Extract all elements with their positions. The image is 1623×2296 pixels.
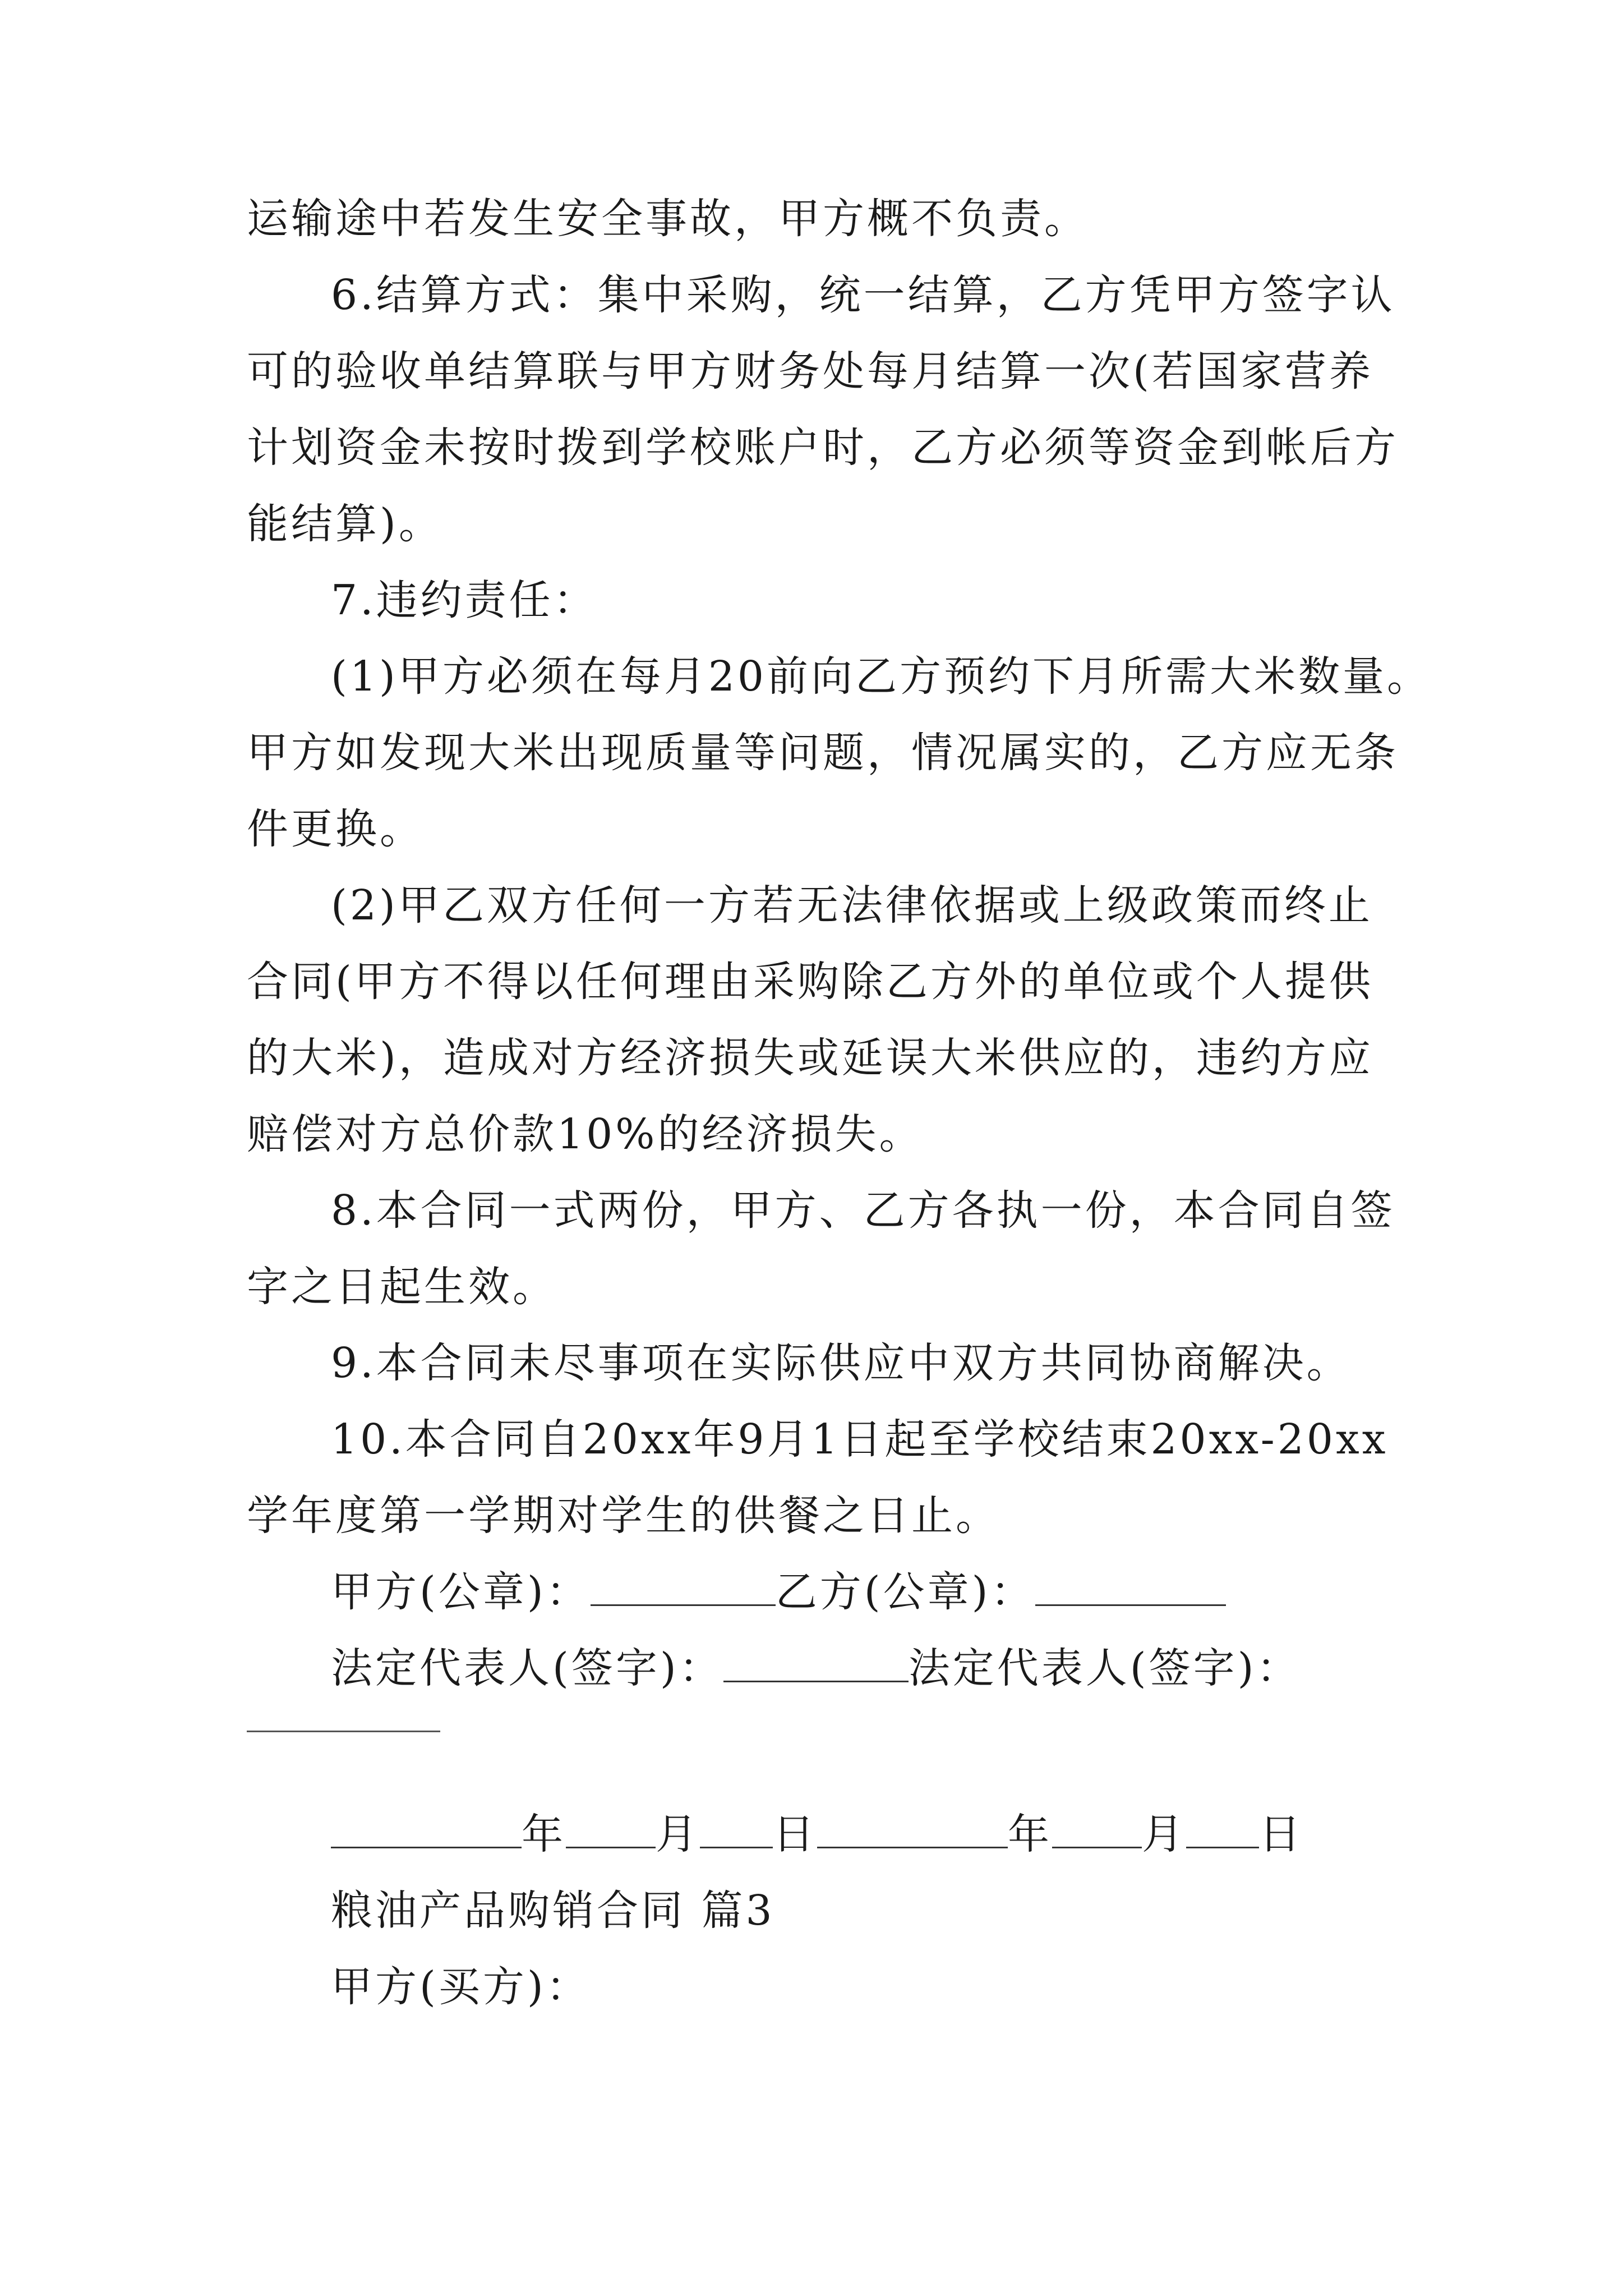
- seal-line: [331, 1564, 1469, 1620]
- text-line: 运输途中若发生安全事故，甲方概不负责。: [247, 195, 1089, 243]
- text-line: 件更换。: [247, 805, 424, 853]
- text-line: 学年度第一学期对学生的供餐之日止。: [247, 1492, 1000, 1540]
- text-line: 字之日起生效。: [247, 1263, 557, 1311]
- year-label: 年: [522, 1810, 566, 1858]
- rep-b-blank[interactable]: [247, 1731, 440, 1732]
- text-line: 能结算)。: [247, 500, 443, 548]
- clause-7-2: (2)甲乙双方任何一方若无法律依据或上级政策而终止: [331, 881, 1373, 930]
- date-a-day-blank[interactable]: [700, 1812, 773, 1848]
- day-label: 日: [773, 1810, 817, 1858]
- rep-b-label: 法定代表人(签字)：: [908, 1644, 1301, 1692]
- clause-6: 6.结算方式：集中采购，统一结算，乙方凭甲方签字认: [331, 271, 1395, 319]
- date-b-month-blank[interactable]: [1052, 1812, 1142, 1848]
- party-a-seal-label: 甲方(公章)：: [331, 1568, 591, 1616]
- representative-line: [331, 1640, 1469, 1696]
- clause-8: 8.本合同一式两份，甲方、乙方各执一份，本合同自签: [331, 1186, 1395, 1235]
- rep-a-blank[interactable]: [723, 1646, 909, 1682]
- date-a-year-blank[interactable]: [331, 1812, 522, 1848]
- day-label: 日: [1259, 1810, 1303, 1858]
- party-a-seal-blank[interactable]: [591, 1570, 776, 1606]
- date-b-day-blank[interactable]: [1186, 1812, 1259, 1848]
- clause-9: 9.本合同未尽事项在实际供应中双方共同协商解决。: [331, 1339, 1351, 1387]
- section-title: 粮油产品购销合同 篇3: [331, 1887, 775, 1935]
- month-label: 月: [1142, 1810, 1186, 1858]
- year-label: 年: [1008, 1810, 1052, 1858]
- text-line: 的大米)，造成对方经济损失或延误大米供应的，违约方应: [247, 1034, 1373, 1082]
- clause-10: 10.本合同自20xx年9月1日起至学校结束20xx-20xx: [331, 1415, 1389, 1464]
- text-line: 可的验收单结算联与甲方财务处每月结算一次(若国家营养: [247, 347, 1373, 395]
- clause-7: 7.违约责任：: [331, 576, 598, 624]
- date-b-year-blank[interactable]: [817, 1812, 1008, 1848]
- clause-7-1: (1)甲方必须在每月20前向乙方预约下月所需大米数量。: [331, 652, 1431, 701]
- date-a-month-blank[interactable]: [566, 1812, 656, 1848]
- text-line: 赔偿对方总价款10%的经济损失。: [247, 1110, 924, 1158]
- month-label: 月: [656, 1810, 700, 1858]
- buyer-label: 甲方(买方)：: [331, 1963, 591, 2011]
- text-line: 合同(甲方不得以任何理由采购除乙方外的单位或个人提供: [247, 958, 1373, 1006]
- date-line: [331, 1806, 1469, 1862]
- text-line: 甲方如发现大米出现质量等问题，情况属实的，乙方应无条: [247, 729, 1399, 777]
- text-line: 计划资金未按时拨到学校账户时，乙方必须等资金到帐后方: [247, 424, 1399, 472]
- party-b-seal-blank[interactable]: [1035, 1570, 1226, 1606]
- rep-a-label: 法定代表人(签字)：: [331, 1644, 723, 1692]
- party-b-seal-label: 乙方(公章)：: [775, 1568, 1035, 1616]
